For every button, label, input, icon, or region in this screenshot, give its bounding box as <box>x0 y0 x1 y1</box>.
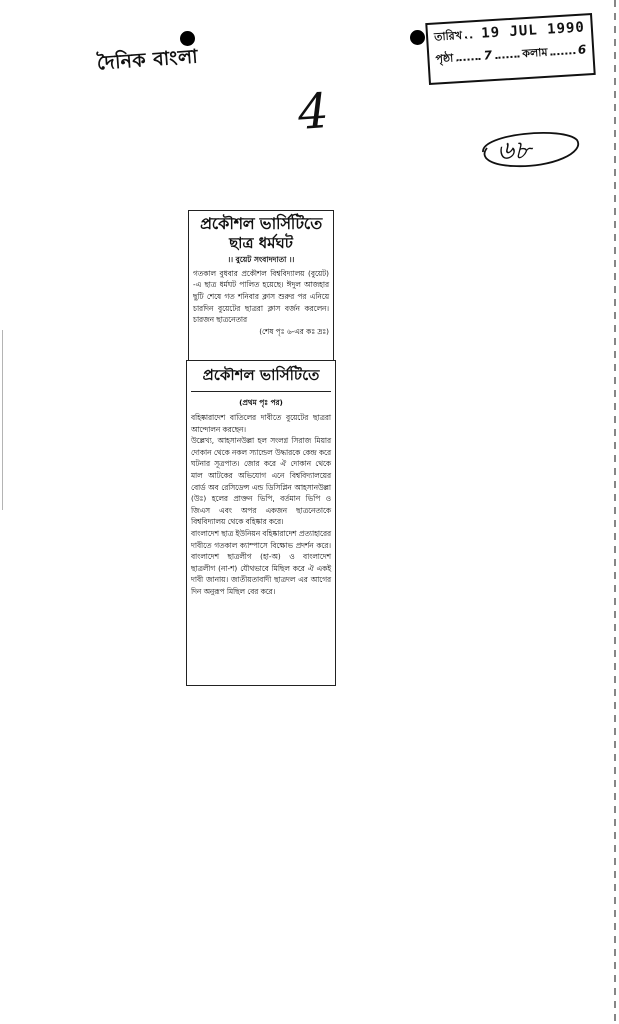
article-body-paragraph: বহিষ্কারাদেশ বাতিলের দাবীতে বুয়েটের ছাত্ররা আন্দোলন করছেন। <box>191 413 331 434</box>
article-continued-note: (শেষ পৃঃ ৬-এর কঃ দ্রঃ) <box>259 326 329 336</box>
article-body-paragraph: বাংলাদেশ ছাত্র ইউনিয়ন বহিষ্কারাদেশ প্রত্যাহারের দাবীতে গতকাল ক্যাম্পাসে বিক্ষোভ প্রদর্শন করে। বাংলাদেশ ছাত্রলীগ (হা-অ) ও বাংলাদেশ ছাত্রলীগ (না-শ) যৌথভাবে মিছিল করে ঐ একই দাবী জানায়। জাতীয়তাবাদী ছাত্রদল এর আগের দিন অনুরূপ মিছিল বের করে। <box>191 528 331 596</box>
article-headline-line1: প্রকৌশল ভার্সিটিতে <box>200 214 322 233</box>
article-lead-paragraph: গতকাল বুধবার প্রকৌশল বিশ্ববিদ্যালয় (বুয়েট) -এ ছাত্র ধর্মঘট পালিত হয়েছে। ঈদুল আজহার ছুটি শেষে গত শনিবার ক্লাস শুরুর পর এনিয়ে চারদিন বুয়েটের ছাত্ররা ক্লাস বর্জন করলেন। চারজন ছাত্রনেতার <box>193 268 329 325</box>
stamp-dots <box>456 48 481 61</box>
continuation-headline: প্রকৌশল ভার্সিটিতে <box>191 364 331 392</box>
stamp-page-value: 7 <box>483 48 493 63</box>
article-byline: ।। বুয়েট সংবাদদাতা ।। <box>227 254 295 264</box>
stamp-dots <box>494 45 519 58</box>
handwritten-page-number: 4 <box>296 83 331 141</box>
stamp-dots <box>464 26 472 38</box>
news-clipping-continuation <box>186 360 336 686</box>
stamp-column-value: 6 <box>577 42 587 57</box>
stamp-page-label: পৃষ্ঠা <box>435 51 454 66</box>
scan-edge-shadow <box>614 0 616 1024</box>
date-stamp <box>425 13 595 85</box>
scan-edge-mark <box>2 330 3 510</box>
stamp-date-label: তারিখ <box>433 28 463 44</box>
article-headline-line2: ছাত্র ধর্মঘট <box>229 234 293 252</box>
continuation-note: (প্রথম পৃঃ পর) <box>239 398 283 407</box>
stamp-column-label: কলাম <box>521 45 548 61</box>
handwritten-archive-number <box>473 124 585 172</box>
stamp-date-value: 19 JUL 1990 <box>480 19 586 42</box>
punch-hole-right <box>410 30 425 45</box>
news-clipping-front <box>188 210 334 362</box>
archive-number-text: ৬৮ <box>497 136 531 166</box>
article-body-paragraph: উল্লেখ্য, আহসানউল্লা হল সংলগ্ন সিরাজ মিয়ার দোকান থেকে নকল স্যান্ডেল উদ্ধারকে কেন্দ্র করে ঘটনার সূত্রপাত। জোর করে ঐ দোকান থেকে মাল আটকের অভিযোগ এনে বিশ্ববিদ্যালয়ের বোর্ড অব রেসিডেন্স এন্ড ডিসিপ্লিন আহসানউল্লা (উঃ) হলের প্রাক্তন ভিপি, বর্তমান ভিপি ও জিএস এবং অপর একজন ছাত্রনেতাকে বিশ্ববিদ্যালয় থেকে বহিষ্কার করে। <box>191 436 331 527</box>
newspaper-masthead: দৈনিক বাংলা <box>96 45 199 75</box>
stamp-dots <box>550 42 575 55</box>
